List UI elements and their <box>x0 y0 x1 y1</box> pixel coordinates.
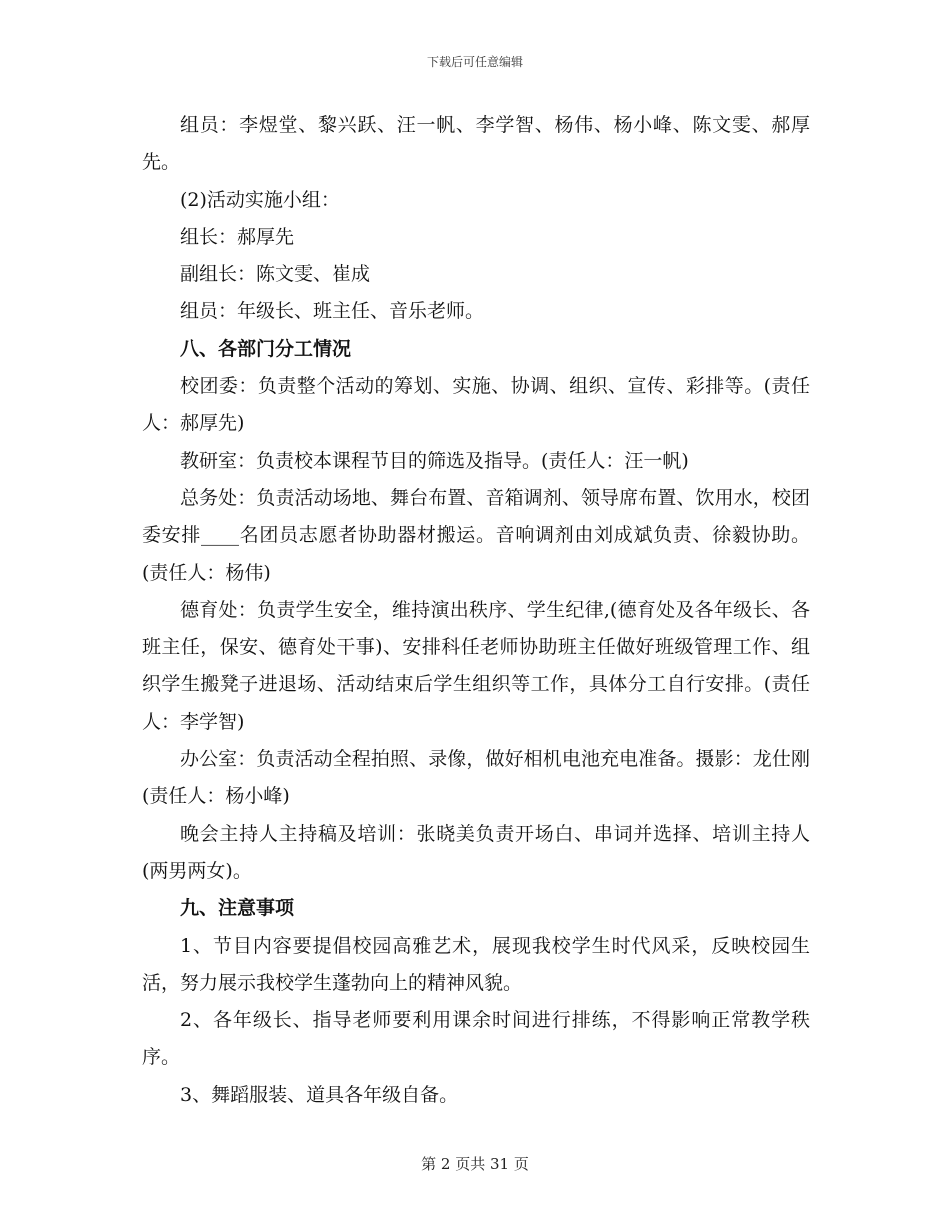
paragraph: 组长：郝厚先 <box>180 225 295 248</box>
paragraph: 1、节目内容要提倡校园高雅艺术，展现我校学生时代风采，反映校园生活，努力展示我校学生蓬勃向上的精神风貌。 <box>142 934 810 994</box>
page-header: 下载后可任意编辑 <box>426 55 523 69</box>
paragraph: 组员：年级长、班主任、音乐老师。 <box>180 300 485 323</box>
paragraph: 副组长：陈文雯、崔成 <box>180 263 371 286</box>
section-heading: 八、各部门分工情况 <box>180 337 352 360</box>
paragraph: 2、各年级长、指导老师要利用课余时间进行排练，不得影响正常教学秩序。 <box>142 1009 810 1069</box>
document-body <box>142 107 810 1114</box>
paragraph: 校团委：负责整个活动的筹划、实施、协调、组织、宣传、彩排等。(责任人：郝厚先) <box>142 375 810 435</box>
paragraph: 德育处：负责学生安全，维持演出秩序、学生纪律,(德育处及各年级长、各班主任，保安、德育处干事)、安排科任老师协助班主任做好班级管理工作、组织学生搬凳子进退场、活动结束后学生组织等工作，具体分工自行安排。(责任人：李学智) <box>142 598 810 733</box>
paragraph: 组员：李煜堂、黎兴跃、汪一帆、李学智、杨伟、杨小峰、陈文雯、郝厚先。 <box>142 114 810 174</box>
section-heading: 九、注意事项 <box>180 897 295 920</box>
page-footer: 第 2 页共 31 页 <box>421 1155 529 1173</box>
paragraph: 教研室：负责校本课程节目的筛选及指导。(责任人：汪一帆) <box>180 449 689 472</box>
paragraph: 办公室：负责活动全程拍照、录像，做好相机电池充电准备。摄影：龙仕刚(责任人：杨小峰) <box>142 748 810 808</box>
paragraph: 3、舞蹈服装、道具各年级自备。 <box>180 1083 459 1106</box>
paragraph: 总务处：负责活动场地、舞台布置、音箱调剂、领导席布置、饮用水，校团委安排____名团员志愿者协助器材搬运。音响调剂由刘成斌负责、徐毅协助。(责任人：杨伟) <box>142 486 810 584</box>
paragraph: (2)活动实施小组： <box>180 188 340 211</box>
paragraph: 晚会主持人主持稿及培训：张晓美负责开场白、串词并选择、培训主持人(两男两女)。 <box>142 822 810 882</box>
